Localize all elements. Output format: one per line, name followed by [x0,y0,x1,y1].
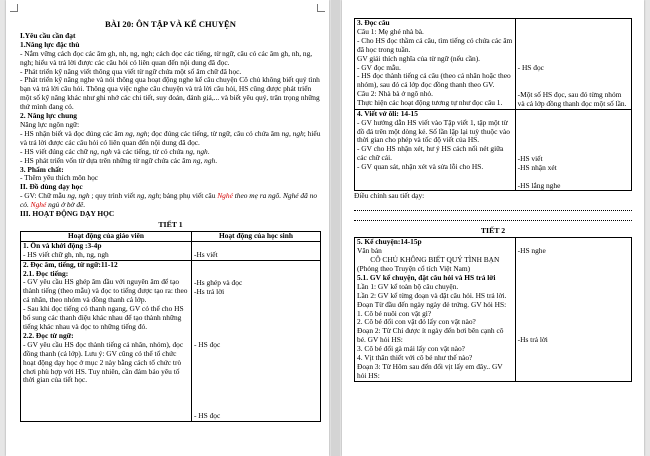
section-heading: III. HOẠT ĐỘNG DẠY HỌC [20,209,115,219]
student-column-header: Hoạt động của học sinh [192,231,321,241]
dotted-line [354,201,632,211]
paragraph: - Phát triển kỹ năng nghe và nói thông qua hoạt động nghe kể câu chuyện Cô chủ không biết quý tình bạn và trả lời câu hỏi. Thông qua việc nghe câu chuyện và trả lời câu hỏi, HS cũng được phát triển một số kỹ năng khác như ghi nhớ các chi tiết, suy đoán, đánh giá,... và biết yêu quý, trân trọng những thứ mình đang có. [20,75,320,112]
table-row [355,19,632,110]
teacher-cell: 1. Ôn và khởi động :3-4p - HS viết chữ gh, nh, ng, ngh [21,241,192,260]
right-page [342,0,644,456]
right-page-content [354,0,632,382]
teacher-cell: 5. Kể chuyện:14-15p Văn bản CÔ CHỦ KHÔNG BIẾT QUÝ TÌNH BẠN (Phỏng theo Truyện cổ tích Việt Nam) 5.1. GV kể chuyện, đặt câu hỏi và HS trả lời Lần 1: GV kể toàn bộ câu chuyện. Lần 2: GV kể từng đoạn và đặt câu hỏi. HS trả lời. Đoạn Từ đầu đến ngày ngày đẻ trứng. GV hỏi HS: 1. Cô bé nuôi con vật gì? 2. Cô bé đổi con vật đó lấy con vật nào? Đoạn 2: Từ Chỉ được ít ngày đến bơi bên cạnh cô bé. GV hỏi HS: 3. Cô bé đổi gà mái lấy con vật nào? 4. Vịt thân thiết với cô bé như thế nào? Đoạn 3: Từ Hôm sau đến đổi vịt lấy em đây.. GV hỏi HS: [355,238,516,382]
table-row [355,109,632,191]
subsection-heading: 1.Năng lực đặc thù [20,39,80,49]
section-heading: I.Yêu cầu cần đạt [20,30,76,40]
left-page-content [20,0,321,422]
page-gutter [331,0,340,456]
period-heading: TIẾT 1 [158,219,183,229]
student-cell: -HS nghe -Hs trả lời [515,238,631,382]
student-cell: -Hs viết [192,241,321,260]
lesson-title: BÀI 20: ÔN TẬP VÀ KỂ CHUYỆN [105,19,236,29]
adjustment-note: Điều chỉnh sau tiết dạy: [354,191,425,201]
paragraph: - HS phát triển vốn từ dựa trên những từ ngữ chứa các âm ng, ngh. [20,155,218,165]
teacher-cell: 4. Viết vở ôli: 14-15 - GV hướng dẫn HS viết vào Tập viết 1, tập một từ đồ đá trên một dòng kẻ. Số lần lặp lại tuỳ thuộc vào thời gian cho phép và tốc độ viết của HS. - GV cho HS nhận xét, hư ý HS cách nối nét giữa các chữ cái. - GV quan sát, nhận xét và sửa lỗi cho HS. [355,109,516,191]
paragraph: - HS nhận biết và đọc đúng các âm ng, ngh; đọc đúng các tiếng, từ ngữ, câu có chứa âm ng, ngh; hiểu và trả lời được các câu hỏi có liên quan đến nội dung đã đọc. [20,128,321,147]
activity-table [20,231,321,422]
left-page [6,0,329,456]
table-row [355,238,632,382]
paragraph: - HS viết đúng các chữ ng, ngh và các tiếng, từ có chứa ng, ngh. [20,146,210,156]
table-row [21,260,321,422]
teacher-column-header: Hoạt động của giáo viên [21,231,192,241]
activity-table-continued [354,18,632,191]
activity-table-2 [354,237,632,382]
section-heading: II. Đồ dùng dạy học [20,182,83,192]
teacher-cell: 2. Đọc âm, tiếng, từ ngữ:11-12 2.1. Đọc tiếng: - GV yêu cầu HS ghép âm đầu với nguyên âm để tạo thành tiếng (theo mẫu) và đọc to tiếng được tạo ra: theo cá nhân, theo nhóm và đồng thanh cả lớp. - Sau khi đọc tiếng có thanh ngang, GV có thể cho HS bổ sung các thanh điệu khác nhau để tạo thành những tiếng khác nhau và đọc to những tiếng đó. 2.2. Đọc từ ngữ: - GV yêu cầu HS đọc thành tiếng cá nhân, nhóm), đọc đồng thanh (cả lớp). Lưu ý: GV cũng có thể tổ chức hoạt động dạy học ở mục 2 này bằng cách tổ chức trò chơi phù hợp với HS. Tuy nhiên, cần đảm bảo yêu tố thời gian của tiết học. [21,260,192,422]
period-heading: TIẾT 2 [480,226,506,236]
paragraph: - Phát triển kỹ năng viết thông qua viết từ ngữ chứa một số âm chữ đã học. [20,66,242,76]
teacher-cell: 3. Đọc câu Câu 1: Mẹ ghé nhà bà. - Cho HS đọc thầm cả câu, tìm tiếng có chứa các âm đã học trong tuần. GV giải thích nghĩa của từ ngữ (nếu cần). - GV đọc mẫu. - HS đọc thành tiếng cả câu (theo cá nhân hoặc theo nhóm), sau đó cả lớp đọc đồng thanh theo GV. Câu 2: Nhà bà ở ngõ nhỏ. Thực hiện các hoạt động tương tự như đọc câu 1. [355,19,516,110]
subsection-heading: 2. Năng lực chung [20,111,77,121]
student-cell: -Hs ghép và đọc -Hs trả lời - HS đọc - HS đọc [192,260,321,422]
paragraph: - GV: Chữ mẫu ng, ngh ; quy trình viết ng, ngh; bảng phụ viết câu Nghé theo mẹ ra ngõ. Nghé đã no cỏ. Nghé ngủ ở bờ đê. [20,191,318,210]
paragraph: - Nắm vững cách đọc các âm gh, nh, ng, ngh; cách đọc các tiếng, từ ngữ, câu có các âm gh, nh, ng, ngh; hiểu và trả lời được các câu hỏi có liên quan đến nội dung đã đọc. [20,48,313,67]
student-cell: -HS viết -HS nhận xét -HS lắng nghe [515,109,631,191]
student-cell: - HS đọc -Một số HS đọc, sau đó từng nhóm và cả lớp đồng thanh đọc một số lần. [515,19,631,110]
dotted-line [354,211,632,221]
table-row [21,241,321,260]
paragraph: Năng lực ngôn ngữ: [20,119,80,129]
subsection-heading: 3. Phẩm chất: [20,164,64,174]
table-header-row [21,231,321,241]
paragraph: - Thêm yêu thích môn học [20,173,99,183]
